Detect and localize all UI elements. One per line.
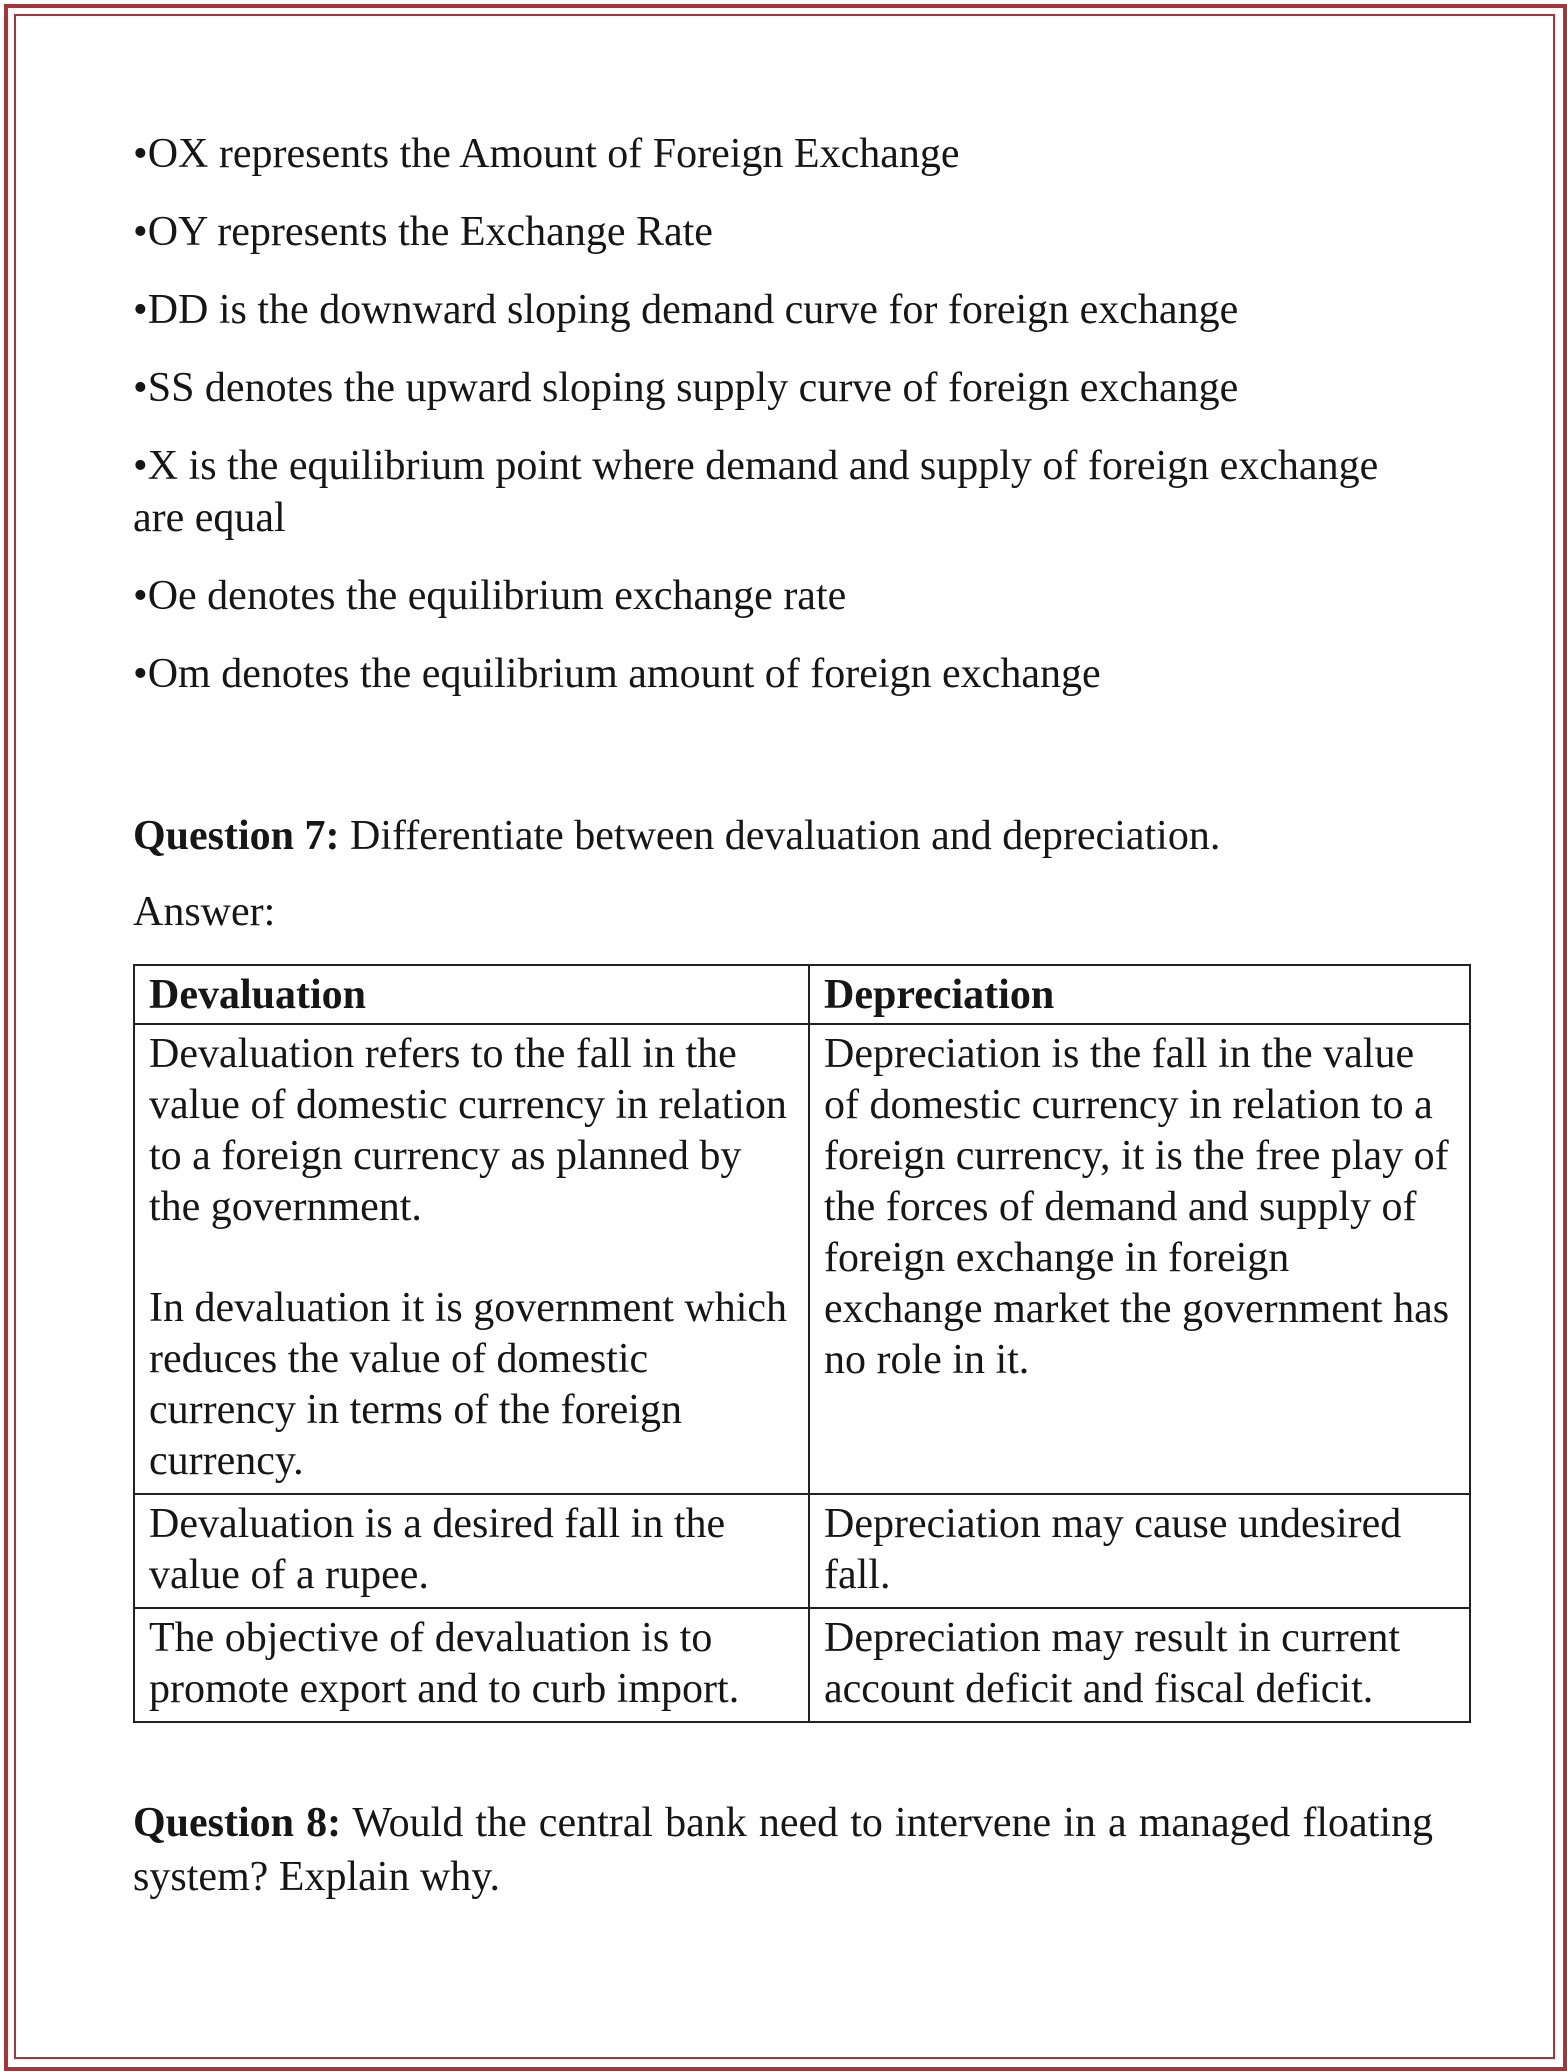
question-7-label: Question 7: bbox=[133, 813, 340, 859]
bullet-list bbox=[133, 128, 1433, 938]
table-row bbox=[134, 1024, 1470, 1494]
cell-paragraph: In devaluation it is government which reduces the value of domestic currency in terms of the foreign currency. bbox=[149, 1285, 788, 1484]
header-depreciation: Depreciation bbox=[809, 965, 1470, 1024]
table-row bbox=[134, 1608, 1470, 1722]
list-item: •Om denotes the equilibrium amount of foreign exchange bbox=[133, 651, 1101, 697]
table-cell: Depreciation may result in current account deficit and fiscal deficit. bbox=[809, 1608, 1470, 1722]
question-8-label: Question 8: bbox=[133, 1800, 342, 1846]
paragraph-gap bbox=[149, 1233, 794, 1283]
comparison-table bbox=[133, 964, 1471, 1723]
table-cell bbox=[134, 1024, 809, 1494]
answer-label: Answer: bbox=[133, 889, 276, 935]
header-devaluation: Devaluation bbox=[134, 965, 809, 1024]
question-7-text: Differentiate between devaluation and depreciation. bbox=[339, 813, 1221, 859]
table-cell: The objective of devaluation is to promote export and to curb import. bbox=[134, 1608, 809, 1722]
table-cell: Depreciation is the fall in the value of domestic currency in relation to a foreign currency, it is the free play of the forces of demand and supply of foreign exchange in foreign exchange market the government has no role in it. bbox=[809, 1024, 1470, 1494]
question-7 bbox=[133, 810, 1433, 862]
table-row bbox=[134, 1494, 1470, 1608]
table-cell: Devaluation is a desired fall in the value of a rupee. bbox=[134, 1494, 809, 1608]
list-item: •Oe denotes the equilibrium exchange rate bbox=[133, 573, 847, 619]
list-item: •X is the equilibrium point where demand and supply of foreign exchange are equal bbox=[133, 443, 1379, 541]
question-8-text: Would the central bank need to intervene in a managed floating system? Explain why. bbox=[133, 1800, 1433, 1900]
table-cell: Depreciation may cause undesired fall. bbox=[809, 1494, 1470, 1608]
list-item: •SS denotes the upward sloping supply curve of foreign exchange bbox=[133, 365, 1239, 411]
list-item: •OY represents the Exchange Rate bbox=[133, 209, 713, 255]
list-item: •DD is the downward sloping demand curve for foreign exchange bbox=[133, 287, 1239, 333]
list-item: •OX represents the Amount of Foreign Exchange bbox=[133, 131, 960, 177]
question-8 bbox=[133, 1796, 1433, 1904]
cell-paragraph: Devaluation refers to the fall in the value of domestic currency in relation to a foreign currency as planned by the government. bbox=[149, 1031, 787, 1230]
table-header-row bbox=[134, 965, 1470, 1024]
